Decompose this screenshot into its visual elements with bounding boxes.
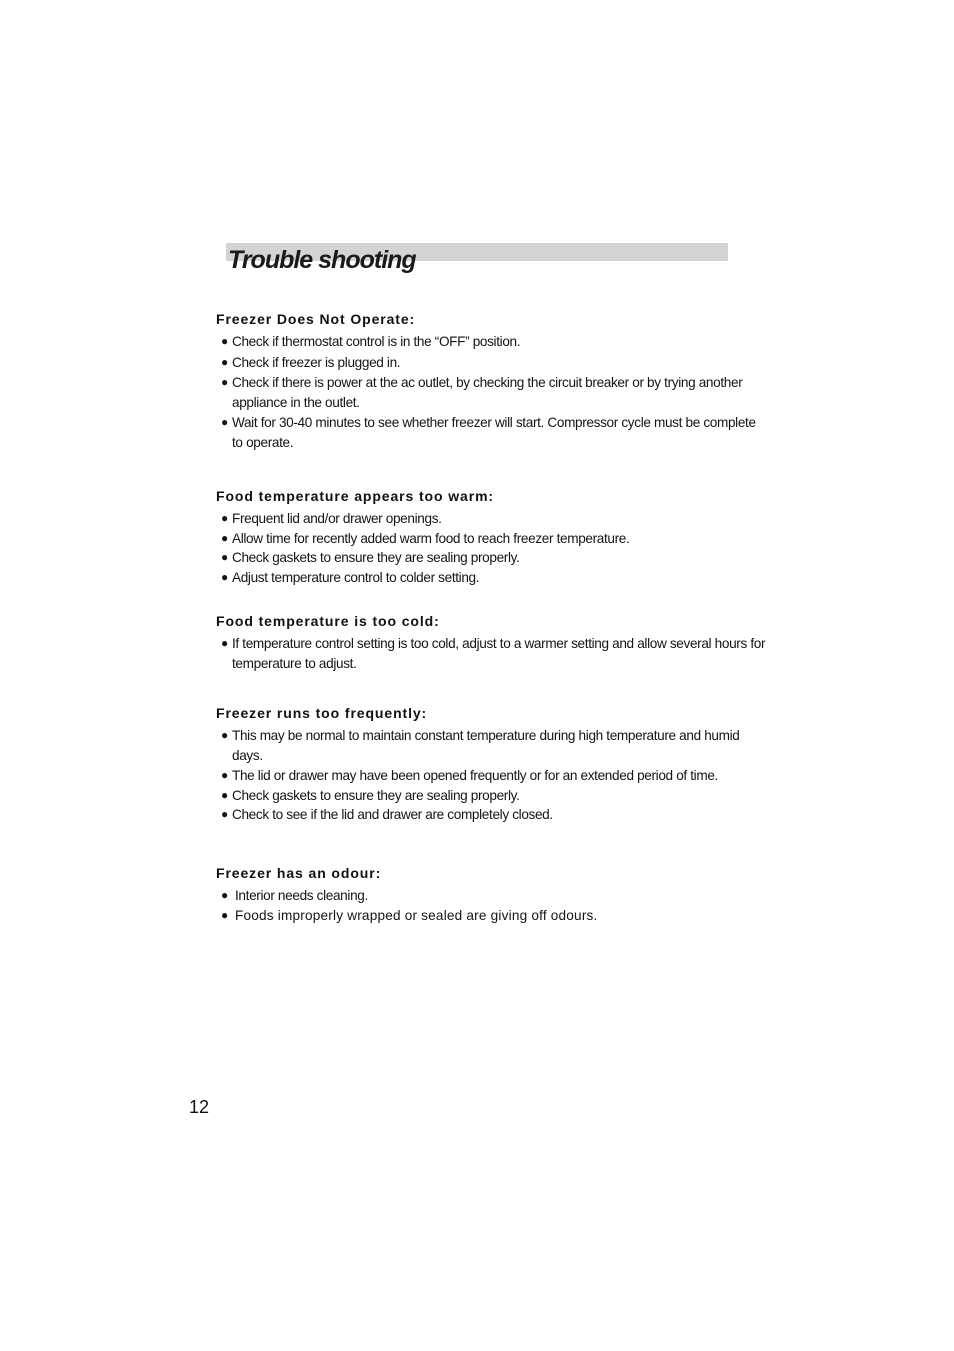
list-item-text: Check if there is power at the ac outlet, by checking the circuit breaker or by trying another appliance in the outlet. (232, 375, 743, 410)
list-item (216, 805, 776, 825)
bullet-icon: ● (221, 768, 228, 782)
section-odour (216, 864, 776, 925)
section-heading: Freezer has an odour: (216, 865, 382, 881)
list-item-text: If temperature control setting is too cold, adjust to a warmer setting and allow several hours for temperature to adjust. (232, 636, 766, 671)
section-freezer-does-not-operate (216, 310, 776, 452)
troubleshooting-list (216, 509, 776, 587)
bullet-icon: ● (221, 415, 228, 429)
list-item (216, 413, 762, 452)
section-heading: Food temperature is too cold: (216, 613, 440, 629)
bullet-icon: ● (221, 550, 228, 564)
list-item (216, 634, 772, 673)
bullet-icon: ● (221, 511, 228, 525)
section-food-too-warm (216, 487, 776, 587)
list-item (216, 332, 776, 352)
list-item (216, 529, 776, 549)
troubleshooting-list (216, 726, 776, 825)
list-item (216, 353, 742, 373)
list-item (216, 568, 776, 588)
bullet-icon: ● (221, 530, 228, 545)
page-title: Trouble shooting (228, 246, 416, 274)
list-item-text: Check if thermostat control is in the “OFF” position. (232, 334, 521, 349)
bullet-icon: ● (221, 375, 228, 389)
list-item-text: This may be normal to maintain constant temperature during high temperature and humid days. (232, 728, 740, 763)
list-item-text: Allow time for recently added warm food to reach freezer temperature. (232, 530, 630, 546)
section-heading: Food temperature appears too warm: (216, 488, 494, 504)
section-food-too-cold (216, 612, 776, 673)
bullet-icon: ● (221, 334, 228, 348)
list-item (216, 373, 752, 412)
section-heading: Freezer Does Not Operate: (216, 311, 416, 327)
list-item (216, 548, 776, 568)
list-item-text: Foods improperly wrapped or sealed are giving off odours. (235, 907, 598, 923)
bullet-icon: ● (221, 636, 228, 650)
section-heading: Freezer runs too frequently: (216, 705, 428, 721)
bullet-icon: ● (221, 569, 228, 584)
list-item (216, 886, 776, 906)
bullet-icon: ● (221, 807, 228, 821)
bullet-icon: ● (221, 907, 229, 922)
list-item-text: Frequent lid and/or drawer openings. (232, 511, 442, 526)
bullet-icon: ● (221, 728, 228, 742)
bullet-icon: ● (221, 787, 228, 802)
section-runs-too-frequently (216, 704, 776, 825)
troubleshooting-list (216, 886, 776, 925)
list-item (216, 786, 776, 806)
list-item-text: Check if freezer is plugged in. (232, 354, 401, 370)
list-item-text: The lid or drawer may have been opened frequently or for an extended period of time. (232, 768, 718, 783)
list-item-text: Check gaskets to ensure they are sealing properly. (232, 550, 520, 565)
list-item-text: Check to see if the lid and drawer are completely closed. (232, 807, 553, 822)
bullet-icon: ● (221, 354, 228, 369)
list-item (216, 509, 776, 529)
troubleshooting-list (216, 332, 776, 452)
page-number: 12 (189, 1097, 210, 1117)
list-item (216, 726, 762, 765)
list-item-text: Wait for 30-40 minutes to see whether freezer will start. Compressor cycle must be complete to operate. (232, 415, 756, 450)
bullet-icon: ● (221, 888, 228, 902)
troubleshooting-list (216, 634, 776, 673)
list-item (216, 766, 776, 786)
list-item (216, 906, 776, 926)
list-item-text: Adjust temperature control to colder setting. (232, 569, 480, 585)
list-item-text: Check gaskets to ensure they are sealing properly. (232, 787, 520, 803)
list-item-text: Interior needs cleaning. (235, 888, 368, 903)
